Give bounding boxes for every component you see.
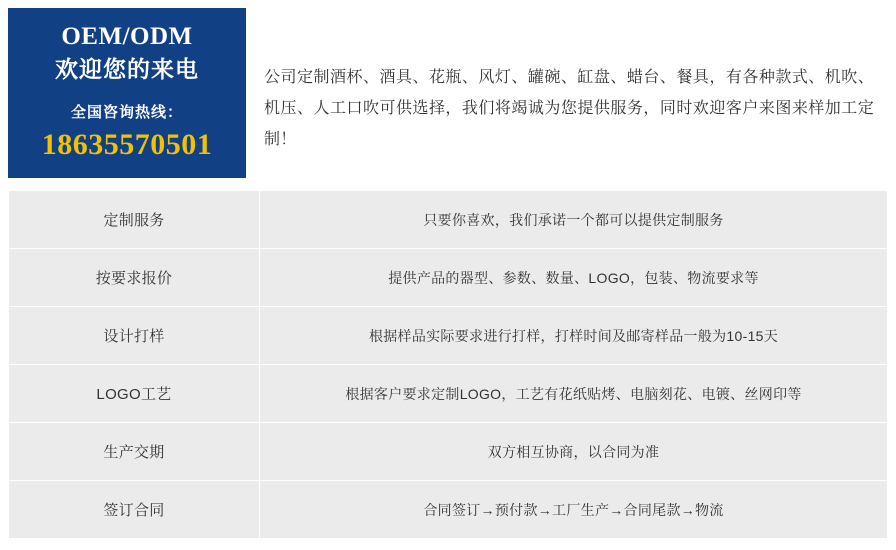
service-spec-table-body — [9, 191, 888, 539]
service-spec-table — [8, 190, 888, 539]
row-label: 按要求报价 — [9, 249, 260, 307]
row-value: 根据客户要求定制LOGO，工艺有花纸贴烤、电脑刻花、电镀、丝网印等 — [260, 365, 888, 423]
row-value: 只要你喜欢，我们承诺一个都可以提供定制服务 — [260, 191, 888, 249]
row-value: 提供产品的器型、参数、数量、LOGO，包装、物流要求等 — [260, 249, 888, 307]
table-row — [9, 423, 888, 481]
row-label: 生产交期 — [9, 423, 260, 481]
banner-contact-panel — [8, 8, 246, 178]
row-value: 合同签订→预付款→工厂生产→合同尾款→物流 — [260, 481, 888, 539]
table-row — [9, 481, 888, 539]
welcome-title: 欢迎您的来电 — [55, 56, 199, 83]
company-description: 公司定制酒杯、酒具、花瓶、风灯、罐碗、缸盘、蜡台、餐具，有各种款式、机吹、机压、人工口吹可供选择，我们将竭诚为您提供服务，同时欢迎客户来图来样加工定制！ — [264, 69, 874, 149]
row-label: 定制服务 — [9, 191, 260, 249]
row-label: LOGO工艺 — [9, 365, 260, 423]
row-value: 根据样品实际要求进行打样，打样时间及邮寄样品一般为10-15天 — [260, 307, 888, 365]
hotline-number: 18635570501 — [41, 128, 213, 162]
table-row — [9, 249, 888, 307]
hotline-label: 全国咨询热线： — [70, 104, 183, 122]
oem-odm-title: OEM/ODM — [61, 22, 193, 50]
table-row — [9, 307, 888, 365]
row-label: 设计打样 — [9, 307, 260, 365]
promo-banner — [0, 0, 896, 178]
row-value: 双方相互协商，以合同为准 — [260, 423, 888, 481]
row-label: 签订合同 — [9, 481, 260, 539]
banner-description-panel — [246, 8, 888, 178]
table-row — [9, 365, 888, 423]
table-row — [9, 191, 888, 249]
